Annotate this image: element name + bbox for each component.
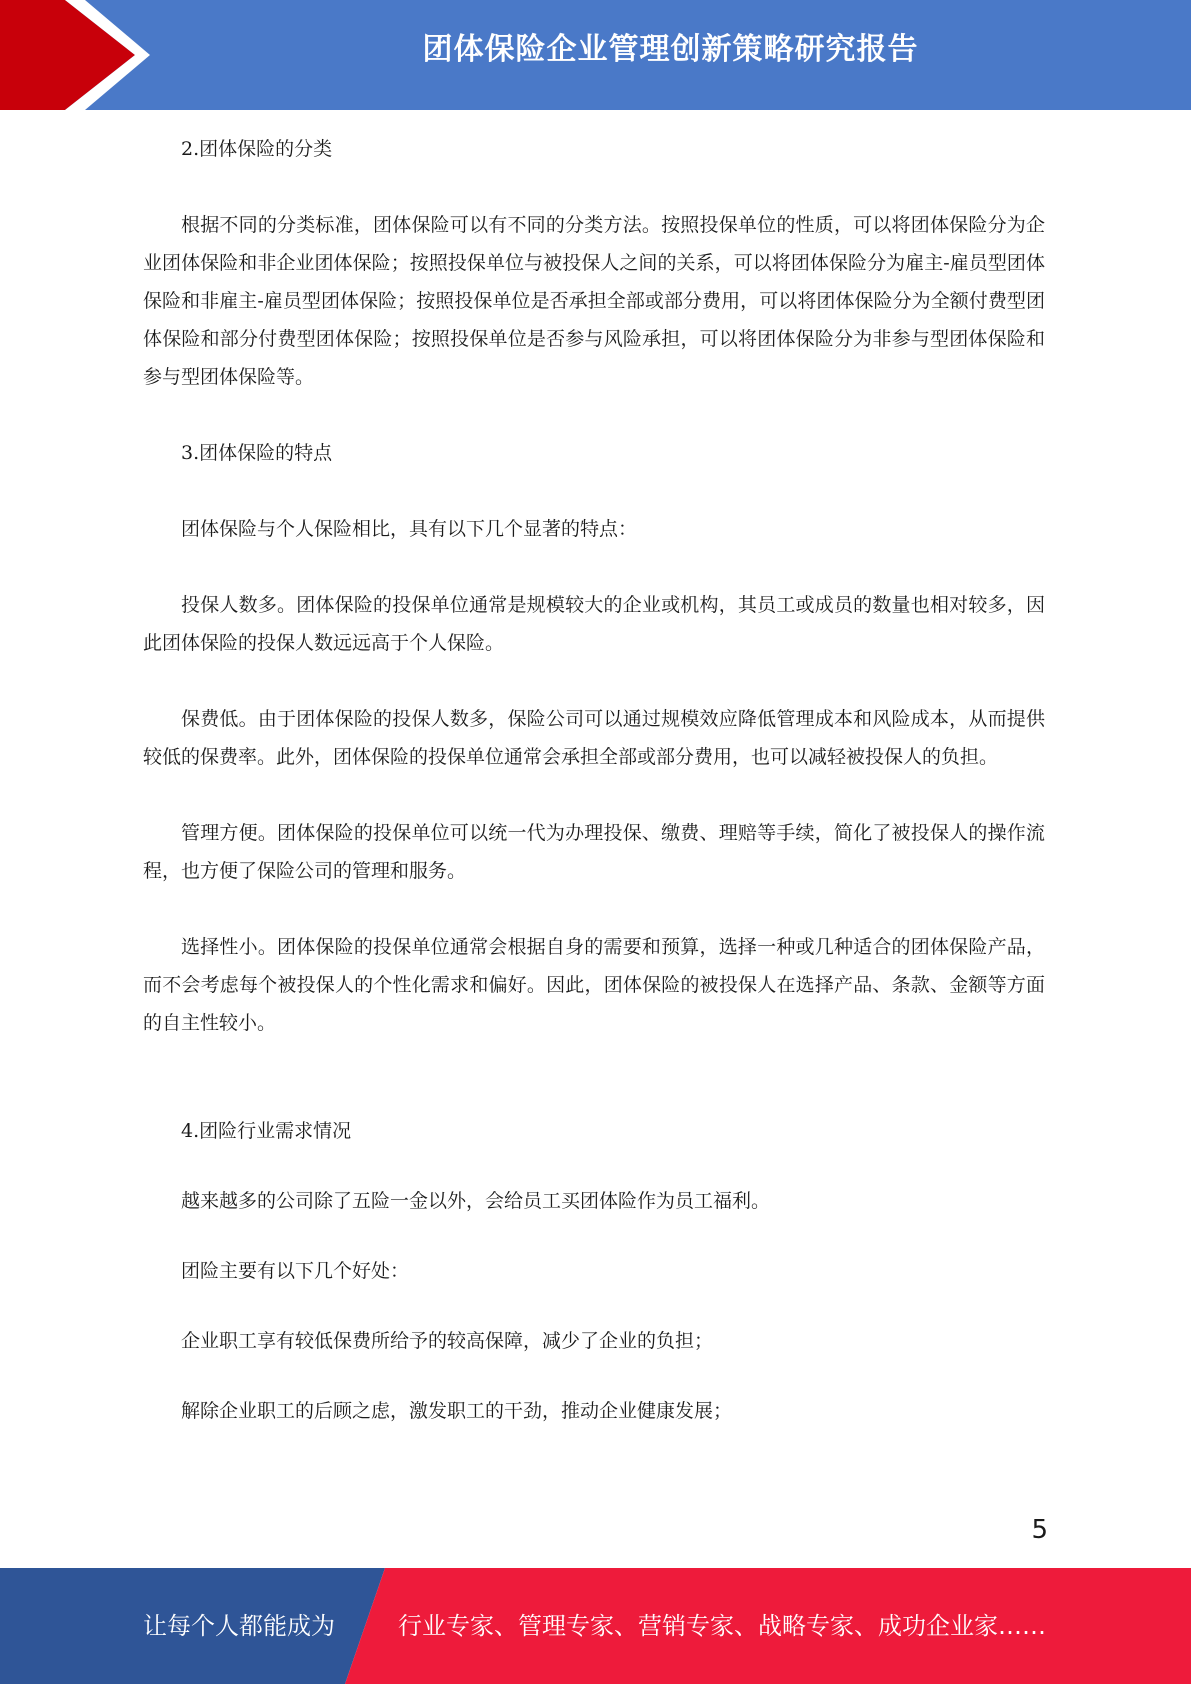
section-2-heading: 2.团体保险的分类 [181,138,333,160]
section-3-heading: 3.团体保险的特点 [181,442,333,464]
section-4-paragraph-1: 越来越多的公司除了五险一金以外，会给员工买团体险作为员工福利。 [181,1190,771,1212]
section-4-paragraph-3: 企业职工享有较低保费所给予的较高保障，减少了企业的负担； [181,1330,714,1352]
section-3-paragraph-1: 投保人数多。团体保险的投保单位通常是规模较大的企业或机构，其员工或成员的数量也相对较多，因此团体保险的投保人数远远高于个人保险。 [143,594,1045,654]
page-number: 5 [1031,1515,1048,1545]
section-4-paragraph-4: 解除企业职工的后顾之虑，激发职工的干劲，推动企业健康发展； [181,1400,733,1422]
footer-slogan-left: 让每个人都能成为 [143,1612,335,1640]
section-2-paragraph: 根据不同的分类标准，团体保险可以有不同的分类方法。按照投保单位的性质，可以将团体保险分为企业团体保险和非企业团体保险；按照投保单位与被投保人之间的关系，可以将团体保险分为雇主-雇员型团体保险和非雇主-雇员型团体保险；按照投保单位是否承担全部或部分费用，可以将团体保险分为全额付费型团体保险和部分付费型团体保险；按照投保单位是否参与风险承担，可以将团体保险分为非参与型团体保险和参与型团体保险等。 [143,214,1045,388]
page-footer [0,1568,1191,1684]
section-3-intro: 团体保险与个人保险相比，具有以下几个显著的特点： [181,518,638,540]
section-3-paragraph-4: 选择性小。团体保险的投保单位通常会根据自身的需要和预算，选择一种或几种适合的团体保险产品，而不会考虑每个被投保人的个性化需求和偏好。因此，团体保险的被投保人在选择产品、条款、金额等方面的自主性较小。 [143,936,1045,1034]
page-header [0,0,1191,110]
section-4-heading: 4.团险行业需求情况 [181,1120,352,1142]
header-arrow-decoration [0,0,160,110]
section-4-paragraph-2: 团险主要有以下几个好处： [181,1260,410,1282]
footer-slogan-right: 行业专家、管理专家、营销专家、战略专家、成功企业家…… [398,1612,1046,1640]
header-title: 团体保险企业管理创新策略研究报告 [422,32,919,67]
section-3-paragraph-2: 保费低。由于团体保险的投保人数多，保险公司可以通过规模效应降低管理成本和风险成本，从而提供较低的保费率。此外，团体保险的投保单位通常会承担全部或部分费用，也可以减轻被投保人的负担。 [143,708,1045,768]
section-3-paragraph-3: 管理方便。团体保险的投保单位可以统一代为办理投保、缴费、理赔等手续，简化了被投保人的操作流程，也方便了保险公司的管理和服务。 [143,822,1045,882]
document-body [143,130,1045,1430]
